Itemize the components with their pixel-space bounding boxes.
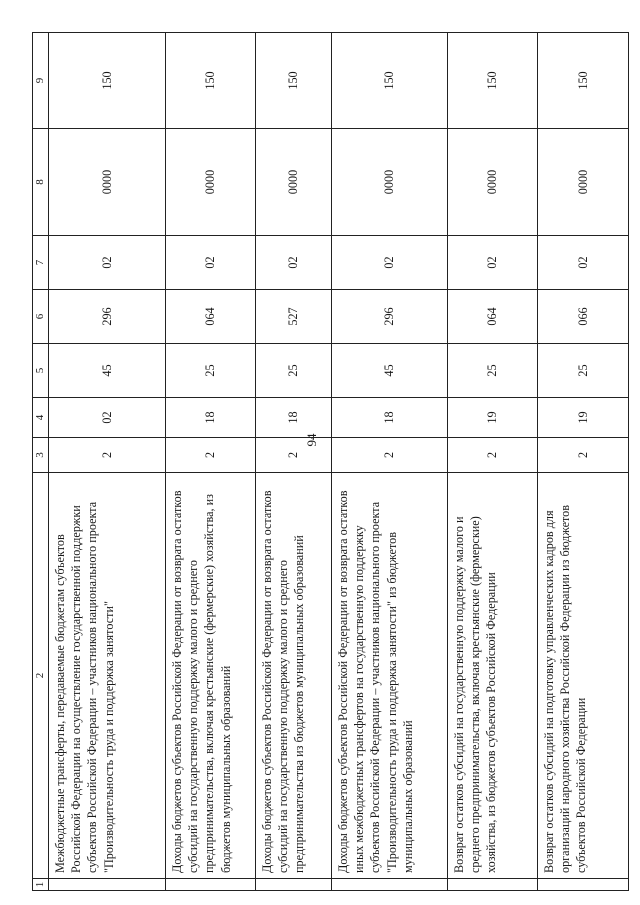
code-cell: 2 bbox=[166, 438, 256, 473]
code-cell: 0000 bbox=[538, 129, 629, 236]
description-cell: Доходы бюджетов субъектов Российской Федерации от возврата остатков субсидий на государственную поддержку малого и среднего предпринимательства, включая крестьянские (фермерские) хозяйства, из бюджетов муниципальных образований bbox=[166, 473, 256, 879]
document-frame bbox=[32, 33, 627, 891]
row-number-cell bbox=[448, 879, 538, 891]
description-cell: Доходы бюджетов субъектов Российской Федерации от возврата остатков субсидий на государственную поддержку малого и среднего предпринимательства из бюджетов муниципальных образований bbox=[256, 473, 332, 879]
table-rotated-wrapper bbox=[32, 33, 627, 891]
row-number-cell bbox=[166, 879, 256, 891]
code-cell: 150 bbox=[332, 33, 448, 129]
code-cell: 19 bbox=[538, 398, 629, 438]
header-cell: 8 bbox=[33, 129, 49, 236]
code-cell: 02 bbox=[332, 236, 448, 290]
code-cell: 45 bbox=[332, 344, 448, 398]
header-cell: 3 bbox=[33, 438, 49, 473]
code-cell: 02 bbox=[256, 236, 332, 290]
header-cell: 4 bbox=[33, 398, 49, 438]
header-cell: 9 bbox=[33, 33, 49, 129]
code-cell: 066 bbox=[538, 290, 629, 344]
code-cell: 2 bbox=[332, 438, 448, 473]
table-row bbox=[49, 33, 166, 891]
code-cell: 296 bbox=[49, 290, 166, 344]
code-cell: 150 bbox=[166, 33, 256, 129]
header-cell: 6 bbox=[33, 290, 49, 344]
code-cell: 02 bbox=[538, 236, 629, 290]
code-cell: 064 bbox=[166, 290, 256, 344]
row-number-cell bbox=[49, 879, 166, 891]
code-cell: 0000 bbox=[448, 129, 538, 236]
page-number: 94 bbox=[304, 433, 319, 447]
code-cell: 2 bbox=[448, 438, 538, 473]
code-cell: 18 bbox=[166, 398, 256, 438]
header-row bbox=[33, 33, 49, 891]
row-number-cell bbox=[256, 879, 332, 891]
table-row bbox=[256, 33, 332, 891]
code-cell: 0000 bbox=[166, 129, 256, 236]
table-row bbox=[448, 33, 538, 891]
code-cell: 150 bbox=[448, 33, 538, 129]
header-cell: 7 bbox=[33, 236, 49, 290]
budget-classification-table bbox=[32, 32, 629, 891]
code-cell: 25 bbox=[256, 344, 332, 398]
code-cell: 0000 bbox=[332, 129, 448, 236]
code-cell: 150 bbox=[49, 33, 166, 129]
code-cell: 25 bbox=[448, 344, 538, 398]
code-cell: 064 bbox=[448, 290, 538, 344]
code-cell: 0000 bbox=[49, 129, 166, 236]
code-cell: 150 bbox=[538, 33, 629, 129]
description-cell: Возврат остатков субсидий на государственную поддержку малого и среднего предпринимательства, включая крестьянские (фермерские) хозяйства, из бюджетов субъектов Российской Федерации bbox=[448, 473, 538, 879]
description-cell: Возврат остатков субсидий на подготовку управленческих кадров для организаций народного хозяйства Российской Федерации из бюджетов субъектов Российской Федерации bbox=[538, 473, 629, 879]
header-cell: 2 bbox=[33, 473, 49, 879]
code-cell: 18 bbox=[256, 398, 332, 438]
code-cell: 02 bbox=[49, 398, 166, 438]
code-cell: 45 bbox=[49, 344, 166, 398]
description-cell: Доходы бюджетов субъектов Российской Федерации от возврата остатков иных межбюджетных трансфертов на государственную поддержку субъектов Российской Федерации – участников национального проекта "Производительность труда и поддержка занятости" из бюджетов муниципальных образований bbox=[332, 473, 448, 879]
code-cell: 2 bbox=[538, 438, 629, 473]
table-row bbox=[166, 33, 256, 891]
table-row bbox=[332, 33, 448, 891]
row-number-cell bbox=[332, 879, 448, 891]
header-cell: 1 bbox=[33, 879, 49, 891]
code-cell: 25 bbox=[538, 344, 629, 398]
row-number-cell bbox=[538, 879, 629, 891]
code-cell: 18 bbox=[332, 398, 448, 438]
code-cell: 296 bbox=[332, 290, 448, 344]
code-cell: 527 bbox=[256, 290, 332, 344]
code-cell: 2 bbox=[49, 438, 166, 473]
table-row bbox=[538, 33, 629, 891]
code-cell: 02 bbox=[49, 236, 166, 290]
code-cell: 02 bbox=[166, 236, 256, 290]
code-cell: 150 bbox=[256, 33, 332, 129]
header-cell: 5 bbox=[33, 344, 49, 398]
code-cell: 02 bbox=[448, 236, 538, 290]
description-cell: Межбюджетные трансферты, передаваемые бюджетам субъектов Российской Федерации на осуществление государственной поддержки субъектов Российской Федерации – участников национального проекта "Производительность труда и поддержка занятости" bbox=[49, 473, 166, 879]
code-cell: 2 bbox=[256, 438, 332, 473]
code-cell: 19 bbox=[448, 398, 538, 438]
code-cell: 0000 bbox=[256, 129, 332, 236]
code-cell: 25 bbox=[166, 344, 256, 398]
